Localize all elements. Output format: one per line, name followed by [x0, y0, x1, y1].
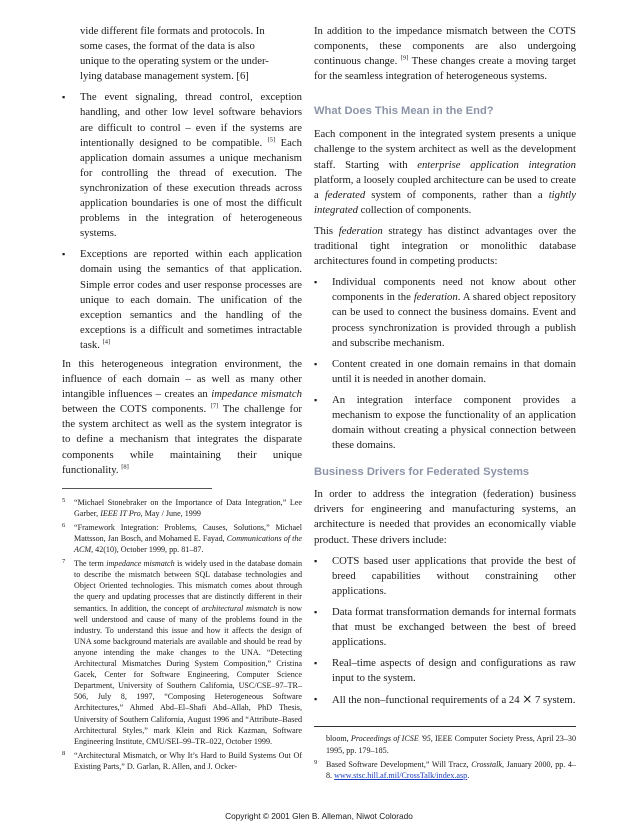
footnote-text: “Framework Integration: Problems, Causes, Solutions,” Michael Mattsson, Jan Bosch, and Mohamed E. Fayad, — [74, 522, 302, 543]
list-item — [62, 90, 302, 241]
footnotes — [62, 497, 302, 772]
paragraph-text: This — [314, 224, 334, 237]
emphasis: federation — [338, 224, 383, 237]
footnote-text: bloom, — [326, 734, 349, 744]
bullet-text: . A shared object repository can be used to connect the business domains. Event and process synchronization is provided through a publish and subscribe mechanism. — [332, 291, 576, 349]
footnote-text: , January 2000, pp. 4–8. — [326, 759, 577, 780]
footnote-text: “Michael Stonebraker on the Importance of Data Integration,” Lee Garber, — [74, 497, 302, 518]
list-item — [314, 656, 576, 686]
footnote-number: 6 — [62, 521, 66, 529]
footnote-text: Based Software Development,” Will Tracz, — [326, 759, 469, 769]
footnote-text: , May / June, 1999 — [140, 508, 201, 518]
paragraph-text: In this heterogeneous integration environment, the influence of each domain – as well as many other intangible influences – creates an — [62, 357, 302, 401]
intro-line: some cases, the format of the data is also — [80, 40, 255, 53]
bullet-text: Exceptions are reported within each application domain using the semantics of that application. Simple error codes and user response processes are unique to each domain. The unification of the exception semantics and the handling of the exceptions is a difficult and sometimes intractable task. — [80, 248, 302, 351]
footnote-text: , 42(10), October 1999, pp. 81–87. — [91, 545, 204, 555]
list-item — [314, 357, 576, 387]
citation-ref: [7] — [210, 402, 219, 410]
emphasis: federated — [324, 188, 366, 201]
citation-ref: [8] — [121, 463, 129, 471]
footnote-text: is widely used in the database domain to describe the mismatch between SQL database technologies and Object Oriented technologies. This mismatch comes about through the query and updating processes that are distinctly different in their semantics. In addition, the concept of — [74, 559, 302, 613]
body-paragraph — [314, 127, 576, 218]
emphasis: Proceedings of ICSE '95 — [350, 734, 431, 744]
emphasis: impedance mismatch — [211, 388, 302, 401]
bullet-text: Content created in one domain remains in that domain until it is needed in another domain. — [332, 357, 576, 385]
list-item — [62, 247, 302, 353]
footnote-text: , IEEE Computer Society Press, April 23–30 1995, pp. 179–185. — [326, 734, 576, 755]
paragraph-text: Each component in the integrated system presents a unique challenge to the system architect as well as the development staff. Starting with — [314, 128, 576, 171]
page-footer: Copyright © 2001 Glen B. Alleman, Niwot Colorado — [225, 811, 413, 821]
citation-ref: [9] — [400, 54, 409, 62]
footnote-text: is now well understood and cause of many of the problems found in the industry. To understand this issue and how it affects the design of UNA some background materials are available and should be read by anyone intending the make changes to the UNA. “Detecting Architectural Mismatches During System Composition,” Cristina Gacek, Center for Software Engineering, Computer Science Department, University of Southern California, USC/CSE–97–TR–506, July 8, 1997, “Composing Heterogeneous Software Architectures,” Ahmed Abd–El–Shafi Abd–Allah, PhD Thesis, University of Southern California, August 1996 and “Attribute–Based Architectural Styles,” mark Klein and Rick Kazman, Software Engineering Institute, CMU/SEI–99–TR–022, October 1999. — [74, 603, 302, 746]
footnote-number: 5 — [62, 496, 66, 504]
bullet-icon: ▪ — [314, 358, 318, 369]
bullet-icon: ▪ — [314, 606, 318, 617]
section-heading: Business Drivers for Federated Systems — [314, 466, 530, 479]
footnote — [62, 750, 302, 772]
footnote-text: The term — [74, 559, 104, 569]
bullet-text: Each application domain assumes a unique mechanism for controlling the thread of execution. The synchronization of these execution threads across application boundaries is one of most the difficult problems in the integration of heterogeneous systems. — [80, 136, 303, 240]
footnote-rule — [62, 488, 212, 489]
bullet-text: All the non–functional requirements of a 24 — [332, 694, 520, 707]
left-column — [62, 24, 302, 775]
section-heading: What Does This Mean in the End? — [314, 105, 494, 118]
right-column — [314, 24, 576, 784]
footnote-number: 9 — [314, 758, 318, 766]
paragraph-text: These changes create a moving target for the seamless integration of heterogeneous systems. — [314, 55, 577, 83]
footnote-number: 7 — [62, 558, 66, 566]
advantages-list — [314, 275, 576, 453]
emphasis: architectural mismatch — [201, 603, 278, 613]
body-paragraph: In order to address the integration (federation) business drivers for engineering and manufacturing systems, an architecture is needed that provides an economically viable product. These drivers include: — [314, 488, 576, 546]
bullet-icon: ▪ — [62, 92, 66, 103]
bullet-text: The event signaling, thread control, exception handling, and other low level software behaviors are difficult to control – even if the systems are intentionally designed to be compatible. — [80, 91, 302, 149]
body-paragraph — [314, 24, 576, 84]
footnote-number: 8 — [62, 749, 66, 757]
footnote — [62, 558, 302, 747]
footnote — [62, 522, 302, 555]
left-bullet-list — [62, 90, 302, 353]
paragraph-text: system of components, rather than a — [371, 188, 543, 201]
bullet-text: An integration interface component provides a mechanism to expose the functionality of an application domain without creating a physical connection between these domains. — [332, 393, 576, 452]
paragraph-text: collection of components. — [360, 203, 472, 216]
bullet-text: Individual components need not know about other components in the — [332, 276, 576, 304]
emphasis: Crosstalk — [471, 759, 502, 769]
drivers-list — [314, 554, 576, 709]
emphasis: Communications of the ACM — [74, 534, 302, 555]
citation-ref: [4] — [102, 338, 111, 346]
list-item — [314, 692, 576, 708]
footnote-text: . — [467, 770, 470, 780]
crosstalk-link[interactable]: www.stsc.hill.af.mil/CrossTalk/index.asp — [334, 770, 468, 780]
bullet-icon: ▪ — [62, 249, 66, 260]
emphasis: federation — [413, 291, 458, 304]
paragraph-text: In addition to the impedance mismatch between the COTS components, these components are also undergoing continuous change. — [314, 25, 576, 68]
paragraph-text: The challenge for the system architect as well as the system integrator is to define a mechanism that integrates the disparate components while maintaining their unique functionality. — [62, 403, 302, 476]
list-item — [314, 275, 576, 350]
list-item — [314, 393, 576, 453]
emphasis: IEEE IT Pro — [100, 508, 141, 518]
intro-line: unique to the operating system or the under- — [80, 55, 269, 68]
footnote — [62, 497, 302, 519]
paragraph-text: platform, a loosely coupled architecture can be used to create a — [314, 173, 576, 201]
bullet-icon: ▪ — [314, 658, 318, 669]
emphasis: impedance mismatch — [106, 559, 175, 569]
times-symbol: × — [522, 692, 533, 707]
intro-line: vide different file formats and protocols. In — [80, 25, 265, 37]
footnote — [314, 759, 576, 781]
emphasis: tightly integrated — [314, 188, 577, 216]
body-paragraph — [62, 357, 302, 478]
bullet-icon: ▪ — [314, 277, 318, 288]
list-item — [314, 605, 576, 650]
bullet-icon: ▪ — [314, 694, 318, 705]
emphasis: enterprise application integration — [417, 158, 576, 171]
bullet-icon: ▪ — [314, 555, 318, 566]
bullet-text: 7 system. — [534, 694, 576, 707]
body-paragraph — [314, 224, 576, 269]
bullet-text: Real–time aspects of design and configurations as raw input to the system. — [332, 657, 576, 685]
footnote — [314, 733, 576, 755]
intro-continuation — [62, 24, 302, 84]
citation-ref: [5] — [267, 136, 276, 144]
paragraph-text: between the COTS components. — [62, 403, 207, 416]
bullet-text: COTS based user applications that provide the best of breed capabilities without constraining other applications. — [332, 554, 576, 597]
list-item — [314, 554, 576, 599]
paragraph-text: strategy has distinct advantages over the traditional tight integration or monolithic database architectures found in competing products: — [314, 224, 577, 268]
footnote-text: “Architectural Mismatch, or Why It’s Hard to Build Systems Out Of Existing Parts,” D. Garlan, R. Allen, and J. Ocker- — [74, 750, 302, 771]
intro-line: lying database management system. [6] — [80, 70, 249, 83]
bullet-text: Data format transformation demands for internal formats that must be exchanged between the best of breed applications. — [332, 605, 576, 649]
bullet-icon: ▪ — [314, 394, 318, 405]
